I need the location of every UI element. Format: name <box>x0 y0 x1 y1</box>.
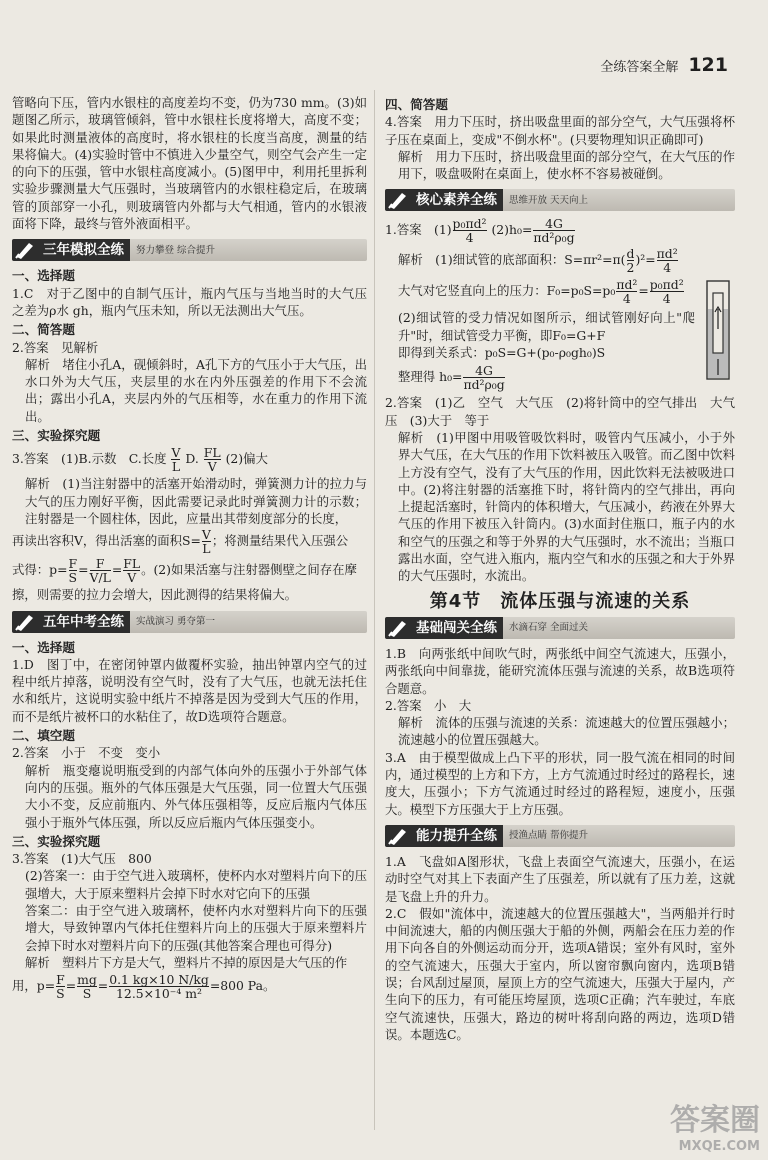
section-banner <box>12 239 367 261</box>
denominator: L <box>171 459 181 475</box>
numerator: FL <box>203 445 221 461</box>
paragraph: 管略向下压，管内水银柱的高度差均不变，仍为730 mm。(3)如题图乙所示，玻璃管倾斜，管中水银柱长度将增大，高度不变；如果此时测量液体的高度时，将水银柱的长度当高度，测量的结果将偏大。(4)实验时管中不慎进入少量空气，则空气会产生一定的向下的压强，管中水银柱高度减小。(5)图甲中，利用托里拆利实验步骤测量大气压强时，当玻璃管内的水银柱稳定后，在玻璃管的顶部穿一小孔，则玻璃管内外都与大气相通，管内的水银液面将下降，最终与管外液面相平。 <box>12 95 367 232</box>
answer-item: 4.答案 用力下压时，挤出吸盘里面的部分空气，大气压强将杯子压在桌面上，变成"不倒水杯"。(只要物理知识正确即可) <box>385 114 735 147</box>
denominator: 4 <box>622 291 631 307</box>
explanation: 解析 瓶变瘪说明瓶受到的内部气体向外的压强小于外部气体向内的压强。瓶外的气体压强是大气压强，同一位置大气压强大小不变，反应前瓶内、外气体压强相等，反应后瓶内气体压强小于瓶外气体压强，所以反应后瓶内气体压强变小。 <box>25 762 367 830</box>
formula-line: 用，p= $\frac{F}{S}$ = $\frac{mg}{S}$ = $\frac{0.1 kg\times 10 N/kg}{\text{12.5×10⁻⁴ m²}}$ =800 Pa。 <box>12 972 276 1002</box>
fraction <box>171 446 180 473</box>
fraction <box>533 217 574 244</box>
answer-item: 1.C 对于乙图中的自制气压计，瓶内气压与当地当时的大气压之差为ρ水 gh，瓶内气压未知，所以无法测出大气压。 <box>12 285 367 318</box>
numerator: F <box>68 556 78 572</box>
page-header <box>600 54 728 76</box>
numerator: 0.1 kg×10 N/kg <box>109 972 209 988</box>
formula-line: 大气对它竖直向上的压力：F₀=p₀S=p₀ $\frac{\text{πd²}}{4}$ = $\frac{\text{p₀πd²}}{4}$ <box>398 277 684 307</box>
answer-item: 2.答案 (1)乙 空气 大气压 (2)将针筒中的空气排出 大气压 (3)大于 等于 <box>385 395 735 428</box>
fraction <box>77 973 97 1000</box>
denominator: 4 <box>465 230 474 246</box>
pencil-icon <box>12 611 38 633</box>
fraction <box>69 557 78 584</box>
answer-item: 2.答案 小 大 <box>385 697 472 713</box>
section-banner <box>385 617 735 639</box>
denominator: S <box>68 570 78 586</box>
answer-item: 3.A 由于模型做成上凸下平的形状，同一股气流在相同的时间内，通过模型的上方和下方，上方气流通过时经过的路程长，速度大，压强小；下方气流通过时经过的路程短，速度小，压强大。模型下方压强大于上方压强。 <box>385 749 735 817</box>
watermark-logo <box>670 1095 760 1154</box>
section-heading: 四、简答题 <box>385 97 448 112</box>
section-heading: 三、实验探究题 <box>12 428 101 444</box>
answer-item: 1.B 向两张纸中间吹气时，两张纸中间空气流速大，压强小，两张纸向中间靠拢，能研究流体压强与流速的关系，故B选项符合题意。 <box>385 645 735 696</box>
fraction <box>123 557 140 584</box>
section-heading: 一、选择题 <box>12 268 75 284</box>
column-divider <box>374 90 375 1130</box>
numerator: πd² <box>616 277 638 293</box>
text: = <box>78 562 89 578</box>
text: 大气对它竖直向上的压力：F₀=p₀S=p₀ <box>398 283 616 299</box>
formula-line <box>385 364 735 391</box>
section-heading: 一、选择题 <box>12 639 75 655</box>
answer-text: D. <box>185 451 199 467</box>
explanation: 解析 塑料片下方是大气，塑料片不掉的原因是大气压的作 <box>25 954 348 970</box>
banner-title: 五年中考全练 <box>38 611 130 633</box>
section-banner <box>12 611 367 633</box>
text: )²= <box>635 252 656 268</box>
explanation: 解析 (1)甲图中用吸管吸饮料时，吸管内气压减小，小于外界大气压，在大气压的作用下饮料被压入吸管。而乙图中饮料上方没有空气，没有了大气压的作用，因此饮料无法被吸进口中。(2)将注射器的活塞推下时，将针筒内的空气排出，再向上提起活塞时，针筒内的体积增大，气压减小，药液在外界大气压的作用下被压入针筒内。(3)水面封住瓶口，瓶子内的水和空气的压强之和等于外界的大气压强时，水不流出；当瓶口露出水面，空气进入瓶内，瓶内空气和水的压强之和大于外界的大气压强时，水流出。 <box>398 429 735 584</box>
numerator: mg <box>77 972 97 988</box>
numerator: d <box>626 246 635 262</box>
text: (2)h₀= <box>491 222 533 238</box>
text: 整理得 h₀= <box>398 369 463 385</box>
section-heading: 二、填空题 <box>12 728 75 744</box>
lesson-title: 第4节 流体压强与流速的关系 <box>429 590 691 612</box>
numerator: FL <box>123 556 141 572</box>
explanation: 解析 (1)当注射器中的活塞开始滑动时，弹簧测力计的拉力与大气的压力刚好平衡，因此需要记录此时弹簧测力计的示数；注射器是一个圆柱体，因此，应量出其带刻度部分的长度， <box>25 476 367 526</box>
fraction <box>650 278 684 305</box>
text: 式得：p= <box>12 562 68 578</box>
answer-item <box>385 217 735 244</box>
header-title: 全练答案全解 <box>600 60 679 75</box>
watermark-text: 答案圈 <box>670 1103 760 1138</box>
answer-item: 3.答案 (1)大气压 800 <box>12 851 152 867</box>
answer-item: 1.D 图丁中，在密闭钟罩内做覆杯实验，抽出钟罩内空气的过程中纸片掉落，说明没有空气时，没有了大气压，也就无法托住水和纸片，这说明实验中纸片不掉落是因为受到大气压的作用，而不是纸片被杯口的水粘住了，故D选项符合题意。 <box>12 656 367 724</box>
pencil-icon <box>385 825 411 847</box>
answer-item: 2.答案 见解析 <box>12 339 99 355</box>
pencil-icon <box>12 239 38 261</box>
denominator: V <box>127 570 137 586</box>
fraction <box>109 973 209 1000</box>
fraction <box>627 247 635 274</box>
numerator: 4G <box>463 364 504 378</box>
left-column <box>12 94 367 1002</box>
denominator: 4 <box>662 291 671 307</box>
denominator: S <box>56 986 65 1002</box>
denominator: S <box>82 986 92 1002</box>
text: =800 Pa。 <box>209 978 276 994</box>
answer-text: 3.答案 (1)B.示数 C.长度 <box>12 451 167 467</box>
banner-subtitle: 实战演习 勇夺第一 <box>136 615 216 627</box>
numerator: F <box>90 557 111 571</box>
section-banner <box>385 189 735 211</box>
banner-title: 三年模拟全练 <box>38 239 130 261</box>
denominator: L <box>202 541 211 557</box>
fraction <box>56 973 65 1000</box>
section-heading: 三、实验探究题 <box>12 833 101 849</box>
denominator: πd²ρ₀g <box>533 230 575 246</box>
page-number: 121 <box>688 54 728 76</box>
section-banner <box>385 825 735 847</box>
numerator: V <box>201 527 211 543</box>
numerator: V <box>171 445 181 461</box>
fraction <box>657 247 678 274</box>
banner-subtitle: 思维开放 天天向上 <box>509 194 589 206</box>
text: 再读出容积V，得出活塞的面积S= <box>12 533 201 549</box>
fraction <box>204 446 221 473</box>
denominator: 2 <box>626 260 635 276</box>
banner-title: 核心素养全练 <box>411 189 503 211</box>
explanation: 解析 用力下压时，挤出吸盘里面的部分空气，在大气压的作用下，吸盘吸附在桌面上，使水杯不容易被碰倒。 <box>398 148 735 182</box>
banner-subtitle: 授渔点睛 帮你提升 <box>509 830 589 842</box>
text: 。(2)如果活塞与注射器侧壁之间存在摩 <box>141 562 357 578</box>
numerator: 4G <box>533 217 574 231</box>
formula-line: 式得：p= $\frac{F}{S}$ = $\frac{F}{V/L}$ = $\frac{FL}{V}$ 。(2)如果活塞与注射器侧壁之间存在摩 <box>12 556 357 586</box>
denominator: 12.5×10⁻⁴ m² <box>116 986 202 1002</box>
explanation: (2)细试管的受力情况如图所示，细试管刚好向上"爬升"时，细试管受力平衡，即F₀=G+F <box>398 310 695 343</box>
fraction <box>90 557 111 584</box>
banner-subtitle: 水滴石穿 全面过关 <box>509 622 589 634</box>
text: ；将测量结果代入压强公 <box>211 533 349 549</box>
test-tube-figure <box>701 279 735 383</box>
text: 解析 (1)细试管的底部面积：S=πr²=π( <box>398 252 626 268</box>
answer-item <box>12 446 367 473</box>
banner-title: 基础闯关全练 <box>411 617 503 639</box>
formula-line <box>385 247 735 274</box>
banner-title: 能力提升全练 <box>411 825 503 847</box>
pencil-icon <box>385 189 411 211</box>
watermark-url: MXQE.COM <box>678 1139 760 1154</box>
denominator: 4 <box>663 260 672 276</box>
answer-item: 2.C 假如"流体中，流速越大的位置压强越大"，当两船并行时中间流速大，船的内侧压强大于船的外侧，两船会在压力差的作用下向各自的外侧运动而分开，选项A错误；室外有风时，室外的空气流速大，压强大于室内，所以窗帘飘向窗内，选项B错误；台风刮过屋顶，屋顶上方的空气流速大，压强大于屋内，产生向下的压力，有可能压垮屋顶，选项C正确；汽车驶过，车底空气流速快，压强大，路边的树叶将刮向路的两边，选项D错误。本题选C。 <box>385 905 735 1042</box>
fraction <box>453 217 487 244</box>
numerator: p₀πd² <box>649 277 684 293</box>
explanation: 即得到关系式：p₀S=G+(p₀-ρ₀gh₀)S <box>398 345 606 361</box>
explanation: 答案二：由于空气进入玻璃杯，使杯内水对塑料片向下的压强增大，导致钟罩内气体托住塑料片向上的压强大于原来塑料片会掉下时水对塑料片向下的压强(其他答案合理也可得分) <box>25 902 367 953</box>
pencil-icon <box>385 617 411 639</box>
fraction <box>202 528 211 555</box>
text: 用，p= <box>12 978 56 994</box>
explanation: 解析 堵住小孔A，砚倾斜时，A孔下方的气压小于大气压，出水口外为大气压，夹层里的水在内外压强差的作用下不会流出；露出小孔A，夹层内外的气压相等，水在重力的作用下流出。 <box>25 356 367 424</box>
explanation: 解析 流体的压强与流速的关系：流速越大的位置压强越小；流速越小的位置压强越大。 <box>398 715 735 748</box>
banner-subtitle: 努力攀登 综合提升 <box>136 244 216 256</box>
formula-line <box>12 528 367 555</box>
answer-item: 1.A 飞盘如A图形状，飞盘上表面空气流速大，压强小，在运动时空气对其上下表面产生了压强差，所以就有了压力差，这就是飞盘上升的升力。 <box>385 853 735 904</box>
answer-text: (2)偏大 <box>225 451 268 467</box>
explanation: (2)答案一：由于空气进入玻璃杯，使杯内水对塑料片向下的压强增大，大于原来塑料片会掉下时水对它向下的压强 <box>25 868 367 901</box>
section-heading: 二、简答题 <box>12 322 75 338</box>
numerator: p₀πd² <box>452 216 487 232</box>
right-column <box>385 94 735 1043</box>
fraction <box>616 278 637 305</box>
numerator: πd² <box>656 246 678 262</box>
text: 1.答案 (1) <box>385 222 452 238</box>
denominator: V <box>207 459 217 475</box>
fraction <box>463 364 504 391</box>
answer-item: 2.答案 小于 不变 变小 <box>12 745 161 761</box>
numerator: F <box>56 972 65 988</box>
denominator: V/L <box>89 570 111 586</box>
denominator: πd²ρ₀g <box>463 377 505 393</box>
paragraph: 擦，则需要的拉力会增大，因此测得的结果将偏大。 <box>12 587 297 603</box>
